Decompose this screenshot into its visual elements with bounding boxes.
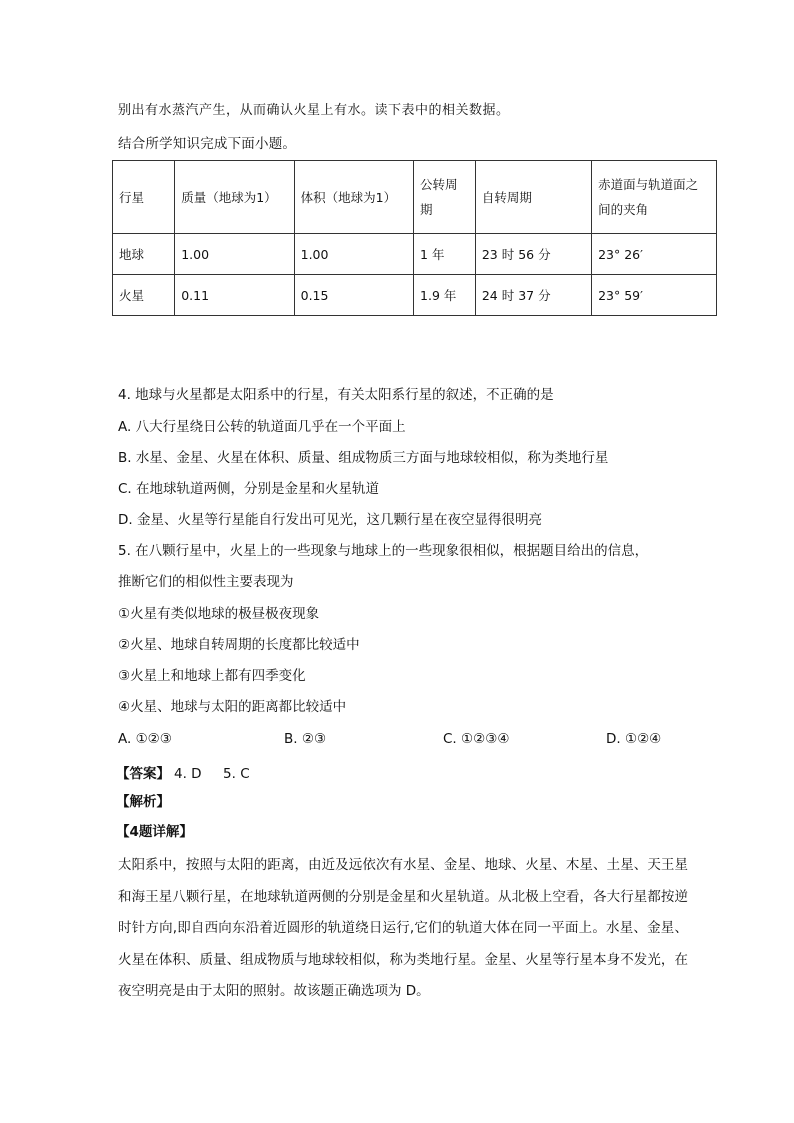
question-5-item-2: ②火星、地球自转周期的长度都比较适中 [118,637,360,653]
table-header-cell: 质量（地球为1） [175,161,294,234]
detail-label: 【4题详解】 [116,824,193,840]
question-5-stem-line1: 5. 在八颗行星中，火星上的一些现象与地球上的一些现象很相似，根据题目给出的信息， [118,543,649,559]
table-cell: 23° 59′ [592,275,717,316]
table-cell: 地球 [113,234,175,275]
question-5-item-3: ③火星上和地球上都有四季变化 [118,668,306,684]
question-5-choice-d: D. ①②④ [606,731,662,747]
table-header-cell: 体积（地球为1） [294,161,413,234]
question-4-stem: 4. 地球与火星都是太阳系中的行星，有关太阳系行星的叙述，不正确的是 [118,387,554,403]
table-cell: 1 年 [414,234,476,275]
table-cell: 0.15 [294,275,413,316]
lead-line: 结合所学知识完成下面小题。 [118,136,297,152]
question-5-item-4: ④火星、地球与太阳的距离都比较适中 [118,699,347,715]
table-header-cell: 公转周期 [414,161,476,234]
question-5-item-1: ①火星有类似地球的极昼极夜现象 [118,606,320,622]
table-cell: 0.11 [175,275,294,316]
table-header-cell: 行星 [113,161,175,234]
question-5-stem-line2: 推断它们的相似性主要表现为 [118,574,294,590]
table-cell: 24 时 37 分 [475,275,591,316]
detail-paragraph: 太阳系中，按照与太阳的距离，由近及远依次有水星、金星、地球、火星、木星、土星、天王星和海王星八颗行星，在地球轨道两侧的分别是金星和火星轨道。从北极上空看，各大行星都按逆时针方向,即自西向东沿着近圆形的轨道绕日运行,它们的轨道大体在同一平面上。水星、金星、火星在体积、质量、组成物质与地球较相似，称为类地行星。金星、火星等行星本身不发光，在夜空明亮是由于太阳的照射。故该题正确选项为 D。 [118,857,688,999]
question-5-choice-c: C. ①②③④ [443,731,510,747]
answer-line [116,762,250,782]
table-cell: 23° 26′ [592,234,717,275]
intro-line: 别出有水蒸汽产生，从而确认火星上有水。读下表中的相关数据。 [118,103,510,118]
analysis-label: 【解析】 [116,794,170,810]
table-cell: 1.00 [294,234,413,275]
table-header-cell: 赤道面与轨道面之间的夹角 [592,161,717,234]
question-5-choice-b: B. ②③ [284,731,327,747]
table-cell: 火星 [113,275,175,316]
question-5-choices [118,731,678,751]
question-4-option-c: C. 在地球轨道两侧，分别是金星和火星轨道 [118,481,380,497]
question-5-choice-a: A. ①②③ [118,731,172,747]
table-header-row [113,161,717,234]
answer-value: 4. D 5. C [174,766,250,782]
question-4-option-d: D. 金星、火星等行星能自行发出可见光，这几颗行星在夜空显得很明亮 [118,512,542,528]
table-cell: 1.9 年 [414,275,476,316]
question-4-option-b: B. 水星、金星、火星在体积、质量、组成物质三方面与地球较相似，称为类地行星 [118,450,609,466]
table-cell: 23 时 56 分 [475,234,591,275]
question-4-option-a: A. 八大行星绕日公转的轨道面几乎在一个平面上 [118,419,406,435]
table-header-cell: 自转周期 [475,161,591,234]
table-row [113,234,717,275]
table-cell: 1.00 [175,234,294,275]
table-row [113,275,717,316]
planet-data-table [112,160,717,316]
answer-label: 【答案】 [116,766,170,782]
